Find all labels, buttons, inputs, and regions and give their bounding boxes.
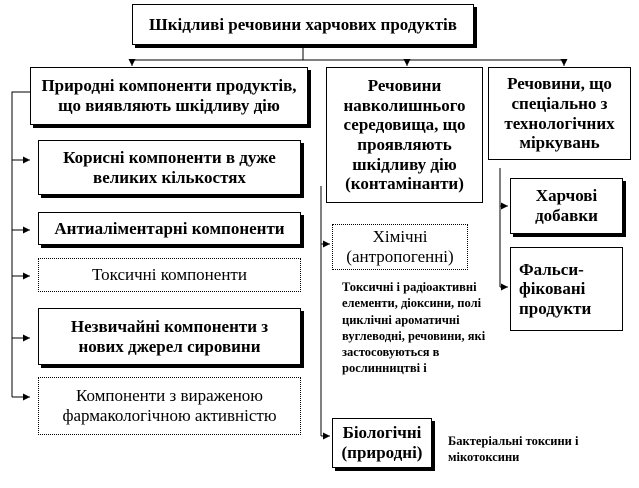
biological-description: Бактеріальні токсини і мікотоксини xyxy=(448,434,579,465)
item-unusual-components-text: Незвичайні компоненти з нових джерел сировини xyxy=(70,316,269,356)
item-antialimentary-text: Антиаліментарні компоненти xyxy=(54,218,285,238)
item-antialimentary xyxy=(38,212,301,245)
diagram-title xyxy=(132,4,474,45)
item-biological xyxy=(332,418,432,468)
item-chemical-text: Хімічні (антропогенні) xyxy=(346,227,454,266)
column-technological xyxy=(488,67,631,160)
item-chemical xyxy=(332,224,468,270)
item-food-additives-text: Харчові добавки xyxy=(535,186,598,225)
item-toxic-components xyxy=(38,258,301,292)
item-toxic-components-text: Токсичні компоненти xyxy=(92,265,247,285)
column-environment-text: Речовини навколишнього середовища, що проявляють шкідливу дію (контамінанти) xyxy=(343,76,466,194)
column-environment xyxy=(326,67,483,203)
item-useful-components-text: Корисні компоненти в дуже великих кількостях xyxy=(63,147,276,187)
chemical-description: Токсичні і радіоактивні елементи, діоксини, полі циклічні ароматичні вуглеводні, речовини, які застосовуються в рослинництві і xyxy=(342,280,486,376)
item-pharmacological xyxy=(38,377,301,435)
column-natural xyxy=(30,67,308,125)
item-falsified-products xyxy=(510,247,623,331)
item-unusual-components xyxy=(38,308,301,365)
item-biological-text: Біологічні (природні) xyxy=(341,423,423,462)
column-natural-text: Природні компоненти продуктів, що виявляють шкідливу дію xyxy=(41,76,297,115)
item-pharmacological-text: Компоненти з вираженою фармакологічною активністю xyxy=(62,386,277,425)
column-technological-text: Речовини, що спеціально з технологічних міркувань xyxy=(504,74,615,153)
diagram-title-text: Шкідливі речовини харчових продуктів xyxy=(149,14,457,34)
item-food-additives xyxy=(510,178,623,234)
item-useful-components xyxy=(38,140,301,195)
item-falsified-products-text: Фальси-фіковані продукти xyxy=(519,259,592,318)
